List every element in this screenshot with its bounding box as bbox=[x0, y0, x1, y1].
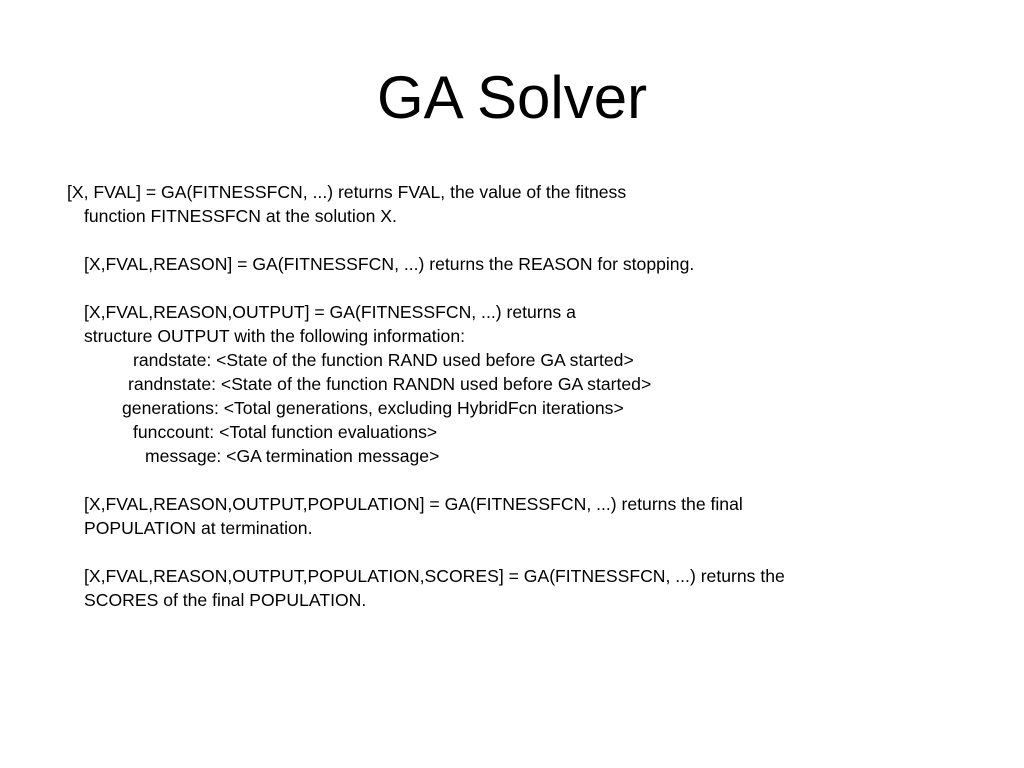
body-line: function FITNESSFCN at the solution X. bbox=[84, 206, 397, 226]
body-line: [X,FVAL,REASON,OUTPUT] = GA(FITNESSFCN, ...) returns a bbox=[84, 302, 576, 322]
slide-title: GA Solver bbox=[376, 64, 648, 131]
output-field-line: randstate: <State of the function RAND used before GA started> bbox=[133, 350, 634, 370]
body-line: [X,FVAL,REASON,OUTPUT,POPULATION] = GA(FITNESSFCN, ...) returns the final bbox=[84, 494, 743, 514]
output-field-line: funccount: <Total function evaluations> bbox=[133, 422, 438, 442]
output-field-line: message: <GA termination message> bbox=[145, 446, 440, 466]
body-line: structure OUTPUT with the following information: bbox=[84, 326, 466, 346]
body-line: [X,FVAL,REASON] = GA(FITNESSFCN, ...) returns the REASON for stopping. bbox=[84, 254, 695, 274]
body-line: SCORES of the final POPULATION. bbox=[84, 590, 367, 610]
body-line: [X,FVAL,REASON,OUTPUT,POPULATION,SCORES] = GA(FITNESSFCN, ...) returns the bbox=[84, 566, 785, 586]
body-line: [X, FVAL] = GA(FITNESSFCN, ...) returns FVAL, the value of the fitness bbox=[67, 182, 627, 202]
output-field-line: randnstate: <State of the function RANDN used before GA started> bbox=[128, 374, 652, 394]
output-field-line: generations: <Total generations, excluding HybridFcn iterations> bbox=[122, 398, 624, 418]
body-line: POPULATION at termination. bbox=[84, 518, 313, 538]
